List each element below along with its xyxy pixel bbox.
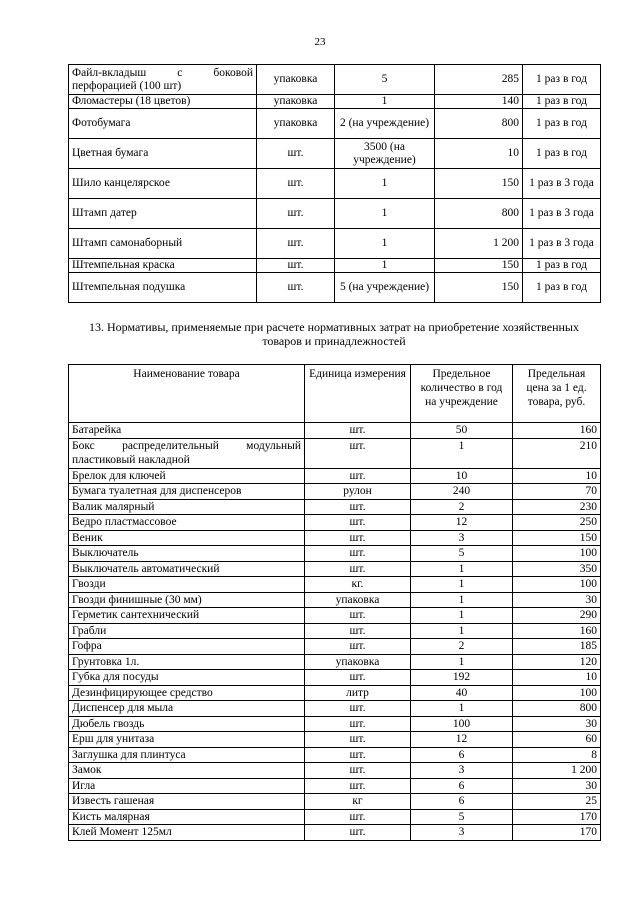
item-name: Веник xyxy=(69,530,305,546)
item-unit: упаковка xyxy=(305,654,411,670)
item-quantity: 1 xyxy=(335,95,435,109)
item-price: 30 xyxy=(513,778,601,794)
item-price: 800 xyxy=(513,701,601,717)
item-quantity: 1 xyxy=(411,623,513,639)
item-quantity: 3500 (на учреждение) xyxy=(335,139,435,169)
item-quantity: 100 xyxy=(411,716,513,732)
item-quantity: 1 xyxy=(411,654,513,670)
item-quantity: 6 xyxy=(411,778,513,794)
item-price: 800 xyxy=(435,199,523,229)
item-price: 350 xyxy=(513,561,601,577)
item-unit: шт. xyxy=(305,825,411,841)
item-name: Диспенсер для мыла xyxy=(69,701,305,717)
item-price: 170 xyxy=(513,809,601,825)
item-quantity: 6 xyxy=(411,794,513,810)
item-unit: литр xyxy=(305,685,411,701)
item-price: 285 xyxy=(435,65,523,95)
table-row xyxy=(69,169,601,199)
table-row xyxy=(69,732,601,748)
item-name: Гофра xyxy=(69,639,305,655)
item-price: 230 xyxy=(513,499,601,515)
item-name: Бокс распределительный модульный пластиковый накладной xyxy=(69,438,305,468)
item-quantity: 5 xyxy=(411,546,513,562)
item-price: 8 xyxy=(513,747,601,763)
table-row xyxy=(69,229,601,259)
item-name: Штамп датер xyxy=(69,199,257,229)
item-quantity: 1 xyxy=(335,229,435,259)
table-row xyxy=(69,747,601,763)
item-quantity: 2 xyxy=(411,499,513,515)
item-quantity: 1 xyxy=(411,701,513,717)
item-quantity: 3 xyxy=(411,825,513,841)
item-unit: упаковка xyxy=(257,95,335,109)
item-unit: шт. xyxy=(305,608,411,624)
item-unit: шт. xyxy=(257,259,335,273)
item-name: Бумага туалетная для диспенсеров xyxy=(69,484,305,500)
item-unit: шт. xyxy=(305,716,411,732)
item-unit: шт. xyxy=(305,732,411,748)
item-name: Гвозди финишные (30 мм) xyxy=(69,592,305,608)
item-name: Фотобумага xyxy=(69,109,257,139)
item-quantity: 192 xyxy=(411,670,513,686)
table-row xyxy=(69,825,601,841)
item-name: Известь гашеная xyxy=(69,794,305,810)
item-unit: шт. xyxy=(305,546,411,562)
table-row xyxy=(69,109,601,139)
item-quantity: 5 xyxy=(335,65,435,95)
table-row xyxy=(69,259,601,273)
item-unit: шт. xyxy=(305,809,411,825)
item-unit: шт. xyxy=(305,423,411,439)
item-unit: шт. xyxy=(305,438,411,468)
item-name: Выключатель xyxy=(69,546,305,562)
item-name: Выключатель автоматический xyxy=(69,561,305,577)
table-row xyxy=(69,199,601,229)
item-price: 10 xyxy=(435,139,523,169)
table-row xyxy=(69,65,601,95)
item-unit: шт. xyxy=(305,670,411,686)
table-row xyxy=(69,763,601,779)
header-name: Наименование товара xyxy=(69,365,305,423)
item-quantity: 10 xyxy=(411,468,513,484)
item-unit: шт. xyxy=(257,273,335,303)
item-unit: шт. xyxy=(305,763,411,779)
table-row xyxy=(69,484,601,500)
table-row xyxy=(69,468,601,484)
table-row xyxy=(69,546,601,562)
item-quantity: 2 xyxy=(411,639,513,655)
item-unit: упаковка xyxy=(305,592,411,608)
item-unit: шт. xyxy=(257,139,335,169)
table-row xyxy=(69,809,601,825)
item-quantity: 1 xyxy=(335,199,435,229)
item-price: 250 xyxy=(513,515,601,531)
table-row xyxy=(69,438,601,468)
table-row xyxy=(69,499,601,515)
item-name: Грабли xyxy=(69,623,305,639)
item-unit: рулон xyxy=(305,484,411,500)
item-name: Штемпельная подушка xyxy=(69,273,257,303)
item-unit: шт. xyxy=(305,639,411,655)
item-quantity: 50 xyxy=(411,423,513,439)
item-price: 150 xyxy=(435,259,523,273)
item-price: 70 xyxy=(513,484,601,500)
household-goods-table xyxy=(68,364,601,841)
item-frequency: 1 раз в год xyxy=(523,109,601,139)
item-price: 140 xyxy=(435,95,523,109)
item-frequency: 1 раз в год xyxy=(523,259,601,273)
item-unit: шт. xyxy=(305,747,411,763)
item-price: 1 200 xyxy=(513,763,601,779)
item-quantity: 12 xyxy=(411,732,513,748)
item-name: Герметик сантехнический xyxy=(69,608,305,624)
header-quantity: Предельное количество в год на учреждение xyxy=(411,365,513,423)
item-name: Фломастеры (18 цветов) xyxy=(69,95,257,109)
item-price: 160 xyxy=(513,623,601,639)
item-unit: кг. xyxy=(305,577,411,593)
item-name: Ерш для унитаза xyxy=(69,732,305,748)
item-quantity: 3 xyxy=(411,530,513,546)
item-unit: упаковка xyxy=(257,65,335,95)
item-quantity: 12 xyxy=(411,515,513,531)
item-name: Клей Момент 125мл xyxy=(69,825,305,841)
item-name: Цветная бумага xyxy=(69,139,257,169)
item-name: Файл-вкладыш с боковой перфорацией (100 шт) xyxy=(69,65,257,95)
table-row xyxy=(69,716,601,732)
table-row xyxy=(69,273,601,303)
item-quantity: 6 xyxy=(411,747,513,763)
item-name: Кисть малярная xyxy=(69,809,305,825)
item-quantity: 40 xyxy=(411,685,513,701)
item-price: 100 xyxy=(513,577,601,593)
item-name: Губка для посуды xyxy=(69,670,305,686)
table-row xyxy=(69,95,601,109)
item-unit: шт. xyxy=(305,499,411,515)
item-quantity: 240 xyxy=(411,484,513,500)
item-price: 150 xyxy=(435,169,523,199)
item-name: Игла xyxy=(69,778,305,794)
section-title: 13. Нормативы, применяемые при расчете нормативных затрат на приобретение хозяйственных товаров и принадлежностей xyxy=(89,320,579,348)
item-price: 210 xyxy=(513,438,601,468)
item-quantity: 1 xyxy=(335,259,435,273)
item-price: 150 xyxy=(435,273,523,303)
header-unit: Единица измерения xyxy=(305,365,411,423)
table-row xyxy=(69,561,601,577)
item-price: 290 xyxy=(513,608,601,624)
item-quantity: 3 xyxy=(411,763,513,779)
item-frequency: 1 раз в год xyxy=(523,65,601,95)
table-row xyxy=(69,639,601,655)
item-price: 800 xyxy=(435,109,523,139)
office-supplies-table xyxy=(68,64,601,303)
item-quantity: 1 xyxy=(411,608,513,624)
item-quantity: 5 (на учреждение) xyxy=(335,273,435,303)
item-quantity: 5 xyxy=(411,809,513,825)
table-row xyxy=(69,654,601,670)
item-name: Ведро пластмассовое xyxy=(69,515,305,531)
item-quantity: 1 xyxy=(411,592,513,608)
item-name: Батарейка xyxy=(69,423,305,439)
item-unit: шт. xyxy=(305,561,411,577)
item-frequency: 1 раз в 3 года xyxy=(523,169,601,199)
table-header-row xyxy=(69,365,601,423)
item-unit: шт. xyxy=(305,515,411,531)
item-unit: шт. xyxy=(257,169,335,199)
item-unit: шт. xyxy=(305,623,411,639)
item-price: 170 xyxy=(513,825,601,841)
table-row xyxy=(69,577,601,593)
item-price: 185 xyxy=(513,639,601,655)
item-price: 30 xyxy=(513,716,601,732)
item-unit: шт. xyxy=(257,229,335,259)
item-name: Гвозди xyxy=(69,577,305,593)
table-row xyxy=(69,623,601,639)
table-row xyxy=(69,670,601,686)
table-row xyxy=(69,794,601,810)
item-name: Штемпельная краска xyxy=(69,259,257,273)
item-price: 100 xyxy=(513,685,601,701)
table-row xyxy=(69,778,601,794)
item-name: Штамп самонаборный xyxy=(69,229,257,259)
table-row xyxy=(69,685,601,701)
header-price: Предельная цена за 1 ед. товара, руб. xyxy=(513,365,601,423)
item-price: 160 xyxy=(513,423,601,439)
item-name: Дюбель гвоздь xyxy=(69,716,305,732)
item-quantity: 1 xyxy=(411,561,513,577)
item-price: 10 xyxy=(513,468,601,484)
table-row xyxy=(69,701,601,717)
item-price: 25 xyxy=(513,794,601,810)
item-price: 10 xyxy=(513,670,601,686)
table-row xyxy=(69,592,601,608)
page-number: 23 xyxy=(314,36,326,48)
item-name: Валик малярный xyxy=(69,499,305,515)
item-frequency: 1 раз в год xyxy=(523,95,601,109)
table-row xyxy=(69,608,601,624)
item-frequency: 1 раз в 3 года xyxy=(523,199,601,229)
item-name: Дезинфицирующее средство xyxy=(69,685,305,701)
table-row xyxy=(69,530,601,546)
item-quantity: 1 xyxy=(411,438,513,468)
item-price: 120 xyxy=(513,654,601,670)
table-row xyxy=(69,515,601,531)
item-unit: шт. xyxy=(305,701,411,717)
item-quantity: 2 (на учреждение) xyxy=(335,109,435,139)
item-unit: шт. xyxy=(305,468,411,484)
item-frequency: 1 раз в год xyxy=(523,139,601,169)
item-unit: шт. xyxy=(305,530,411,546)
table-row xyxy=(69,139,601,169)
item-unit: шт. xyxy=(305,778,411,794)
item-name: Шило канцелярское xyxy=(69,169,257,199)
item-price: 150 xyxy=(513,530,601,546)
item-frequency: 1 раз в 3 года xyxy=(523,229,601,259)
item-name: Заглушка для плинтуса xyxy=(69,747,305,763)
item-price: 100 xyxy=(513,546,601,562)
item-name: Брелок для ключей xyxy=(69,468,305,484)
item-frequency: 1 раз в год xyxy=(523,273,601,303)
item-quantity: 1 xyxy=(335,169,435,199)
item-unit: кг xyxy=(305,794,411,810)
item-price: 60 xyxy=(513,732,601,748)
item-price: 1 200 xyxy=(435,229,523,259)
item-price: 30 xyxy=(513,592,601,608)
table-row xyxy=(69,423,601,439)
item-unit: упаковка xyxy=(257,109,335,139)
item-quantity: 1 xyxy=(411,577,513,593)
item-unit: шт. xyxy=(257,199,335,229)
item-name: Замок xyxy=(69,763,305,779)
item-name: Грунтовка 1л. xyxy=(69,654,305,670)
